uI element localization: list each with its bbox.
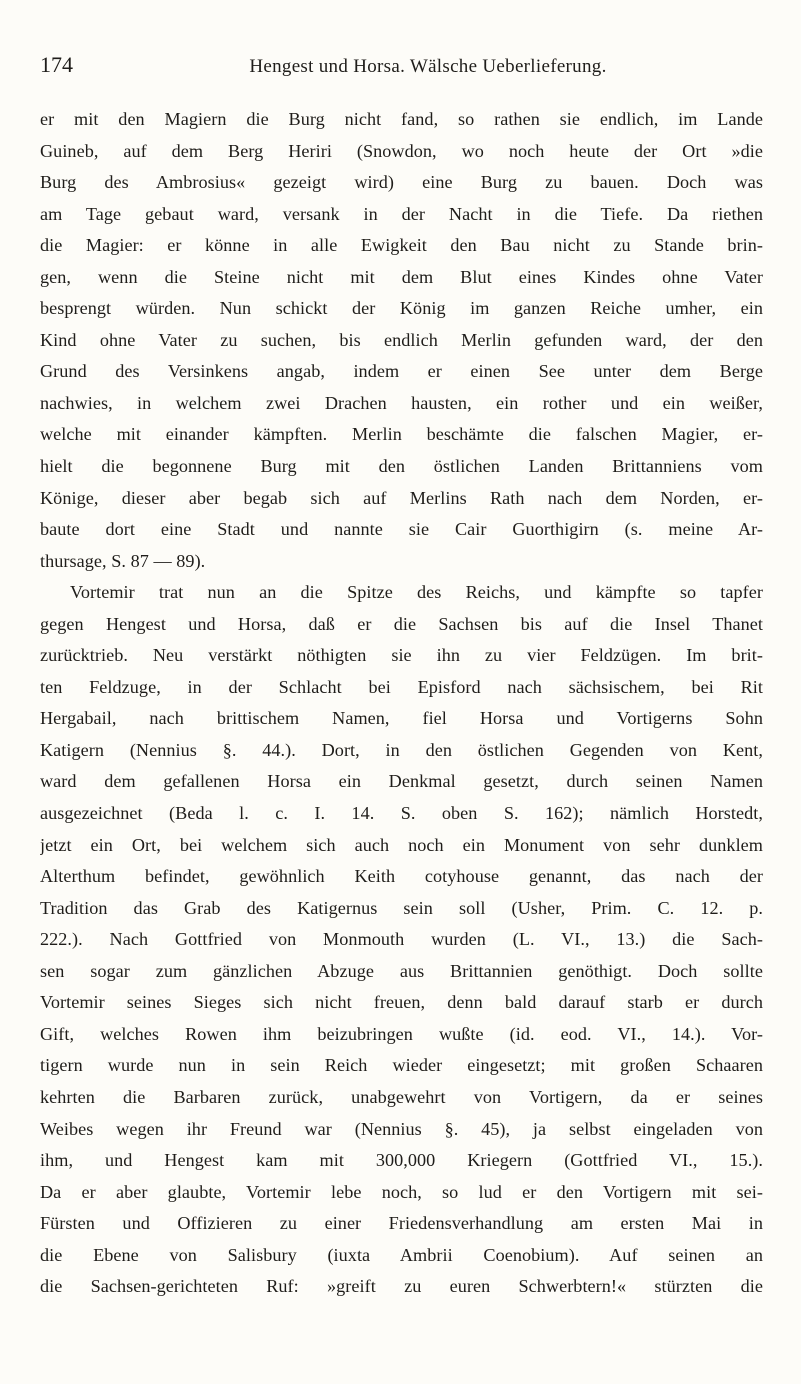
text-line: baute dort eine Stadt und nannte sie Cair Guorthigirn (s. meine Ar- [40,519,763,540]
page-number: 174 [40,52,73,77]
text-line: Tradition das Grab des Katigernus sein soll (Usher, Prim. C. 12. p. [40,897,763,918]
text-line: Burg des Ambrosius« gezeigt wird) eine Burg zu bauen. Doch was [40,172,763,193]
text-line: Da er aber glaubte, Vortemir lebe noch, so lud er den Vortigern mit sei- [40,1181,763,1202]
text-line: Hergabail, nach brittischem Namen, fiel Horsa und Vortigerns Sohn [40,708,763,729]
text-line: kehrten die Barbaren zurück, unabgewehrt von Vortigern, da er seines [40,1086,763,1107]
text-line: tigern wurde nun in sein Reich wieder eingesetzt; mit großen Schaaren [40,1055,763,1076]
body-text [40,104,763,1303]
text-line: Katigern (Nennius §. 44.). Dort, in den östlichen Gegenden von Kent, [40,739,763,760]
text-line: ward dem gefallenen Horsa ein Denkmal gesetzt, durch seinen Namen [40,771,763,792]
text-line: Grund des Versinkens angab, indem er einen See unter dem Berge [40,361,763,382]
text-line: Vortemir trat nun an die Spitze des Reichs, und kämpfte so tapfer [70,582,763,603]
text-line: Kind ohne Vater zu suchen, bis endlich Merlin gefunden ward, der den [40,329,763,350]
text-line: zurücktrieb. Neu verstärkt nöthigten sie ihn zu vier Feldzügen. Im brit- [40,645,763,666]
text-line: gegen Hengest und Horsa, daß er die Sachsen bis auf die Insel Thanet [40,613,763,634]
text-line: Alterthum befindet, gewöhnlich Keith cotyhouse genannt, das nach der [40,866,763,887]
text-line: welche mit einander kämpften. Merlin beschämte die falschen Magier, er- [40,424,763,445]
text-line: Könige, dieser aber begab sich auf Merlins Rath nach dem Norden, er- [40,487,763,508]
text-line: Fürsten und Offizieren zu einer Friedensverhandlung am ersten Mai in [40,1213,763,1234]
text-line: thursage, S. 87 — 89). [40,550,206,571]
text-line: nachwies, in welchem zwei Drachen hausten, ein rother und ein weißer, [40,392,763,413]
text-line: Guineb, auf dem Berg Heriri (Snowdon, wo noch heute der Ort »die [40,140,763,161]
text-line: am Tage gebaut ward, versank in der Nacht in die Tiefe. Da riethen [40,203,763,224]
text-line: die Sachsen-gerichteten Ruf: »greift zu euren Schwerbtern!« stürzten die [40,1276,763,1297]
text-line: Gift, welches Rowen ihm beizubringen wußte (id. eod. VI., 14.). Vor- [40,1023,763,1044]
text-line: sen sogar zum gänzlichen Abzuge aus Brittannien genöthigt. Doch sollte [40,960,763,981]
text-line: gen, wenn die Steine nicht mit dem Blut eines Kindes ohne Vater [40,266,763,287]
text-line: ten Feldzuge, in der Schlacht bei Episford nach sächsischem, bei Rit [40,676,763,697]
text-line: Vortemir seines Sieges sich nicht freuen, denn bald darauf starb er durch [40,992,763,1013]
running-title: Hengest und Horsa. Wälsche Ueberlieferung. [249,56,607,77]
text-line: ausgezeichnet (Beda l. c. I. 14. S. oben S. 162); nämlich Horstedt, [40,803,763,824]
text-line: ihm, und Hengest kam mit 300,000 Kriegern (Gottfried VI., 15.). [40,1150,763,1171]
text-line: hielt die begonnene Burg mit den östlichen Landen Brittanniens vom [40,456,763,477]
text-line: er mit den Magiern die Burg nicht fand, so rathen sie endlich, im Lande [40,109,763,129]
text-line: die Magier: er könne in alle Ewigkeit den Bau nicht zu Stande brin- [40,235,763,256]
text-line: die Ebene von Salisbury (iuxta Ambrii Coenobium). Auf seinen an [40,1244,763,1265]
text-line: Weibes wegen ihr Freund war (Nennius §. 45), ja selbst eingeladen von [40,1118,763,1139]
text-line: jetzt ein Ort, bei welchem sich auch noch ein Monument von sehr dunklem [40,834,763,855]
page-header [40,52,756,82]
text-line: besprengt würden. Nun schickt der König im ganzen Reiche umher, ein [40,298,763,319]
text-line: 222.). Nach Gottfried von Monmouth wurden (L. VI., 13.) die Sach- [40,929,763,950]
